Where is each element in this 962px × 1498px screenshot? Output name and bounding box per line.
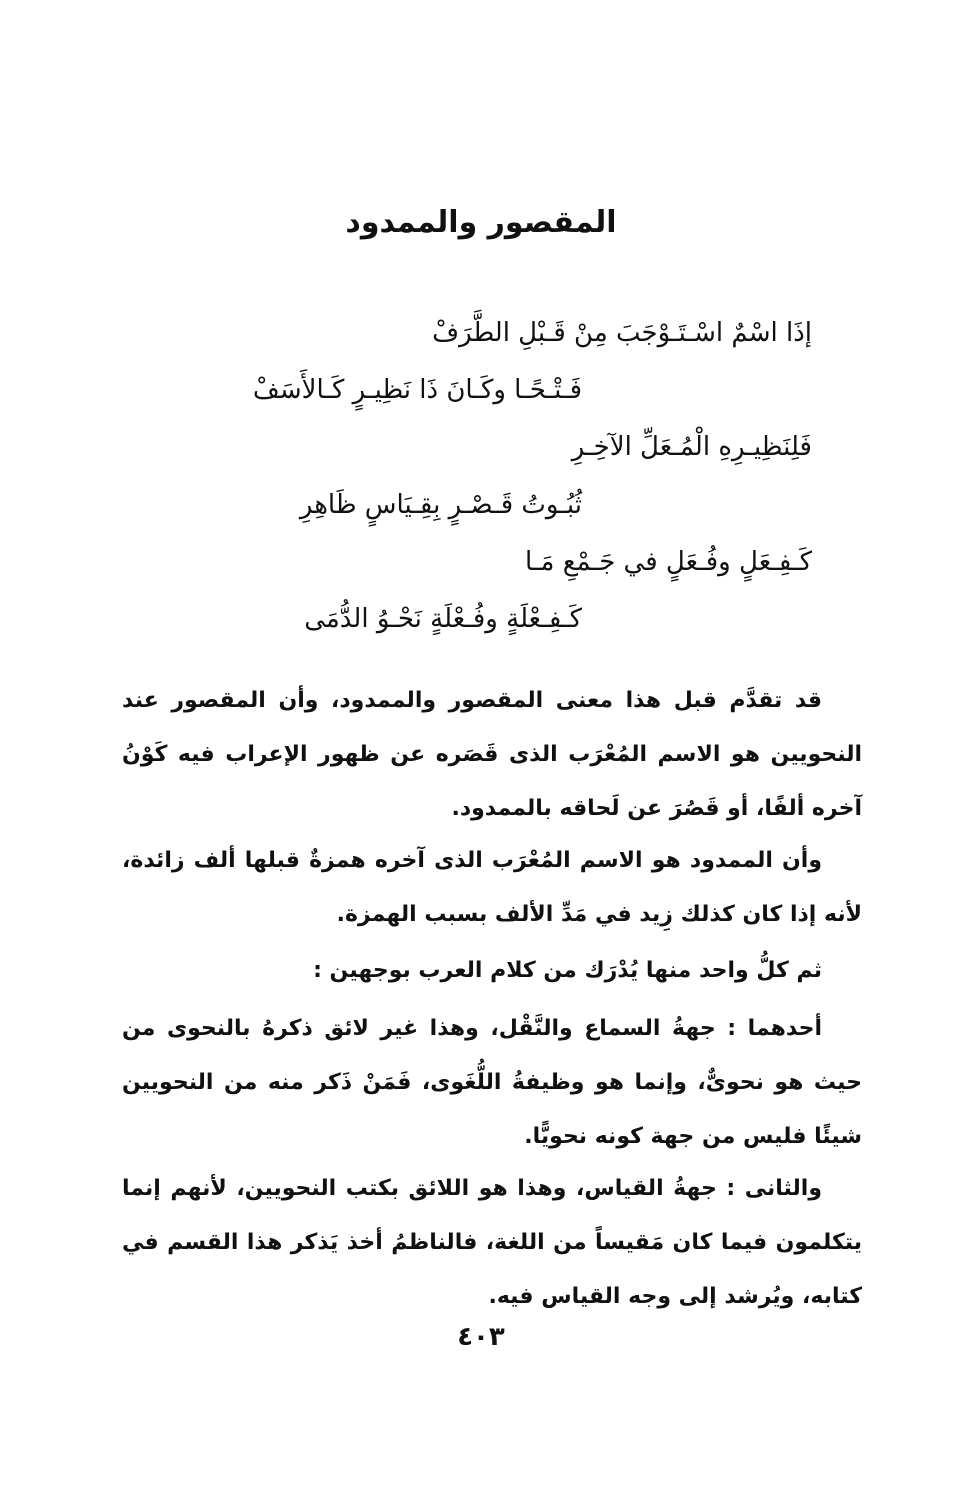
paragraph-2: وأن الممدود هو الاسم المُعْرَب الذى آخره همزةٌ قبلها ألف زائدة، لأنه إذا كان كذلك زِيد في مَدِّ الألف بسبب الهمزة.	[122, 848, 862, 927]
verse-line-4: ثُبُـوتُ قَـصْـرٍ بِقِـيَاسٍ ظَاهِرِ	[299, 490, 582, 520]
verse-line-1: إذَا اسْمٌ اسْـتَـوْجَبَ مِنْ قَـبْلِ الطَّرَفْ	[432, 318, 812, 348]
verse-line-6: كَـفِـعْلَةٍ وفُـعْلَةٍ نَحْـوُ الدُّمَى	[304, 604, 582, 634]
paragraph-4: أحدهما : جهةُ السماع والنَّقْل، وهذا غير لائق ذكرهُ بالنحوى من حيث هو نحوىٌّ، وإنما هو وظيفةُ اللُّغَوى، فَمَنْ ذَكر منه من النحويين شيئًا فليس من جهة كونه نحويًّا.	[122, 1016, 862, 1149]
paragraph-3: ثم كلُّ واحد منها يُدْرَك من كلام العرب بوجهين :	[313, 958, 822, 983]
paragraph-1: قد تقدَّم قبل هذا معنى المقصور والممدود، وأن المقصور عند النحويين هو الاسم المُعْرَب الذى قَصَره عن ظهور الإعراب فيه كَوْنُ آخره ألفًا، أو قَصُرَ عن لَحاقه بالممدود.	[122, 688, 862, 821]
verse-line-5: كَـفِـعَلٍ وفُـعَلٍ في جَـمْعِ مَـا	[524, 547, 812, 577]
page-number: ٤٠٣	[457, 1322, 505, 1352]
verse-line-2: فَـتْـحًـا وكَـانَ ذَا نَظِيـرٍ كَـالأَسَفْ	[252, 375, 582, 405]
verse-line-3: فَلِنَظِيـرِهِ الْمُـعَلِّ الآخِـرِ	[571, 432, 812, 462]
paragraph-5: والثانى : جهةُ القياس، وهذا هو اللائق بكتب النحويين، لأنهم إنما يتكلمون فيما كان مَقيساً من اللغة، فالناظمُ أخذ يَذكر هذا القسم في كتابه، ويُرشد إلى وجه القياس فيه.	[122, 1176, 862, 1309]
section-title: المقصور والممدود	[345, 205, 617, 240]
